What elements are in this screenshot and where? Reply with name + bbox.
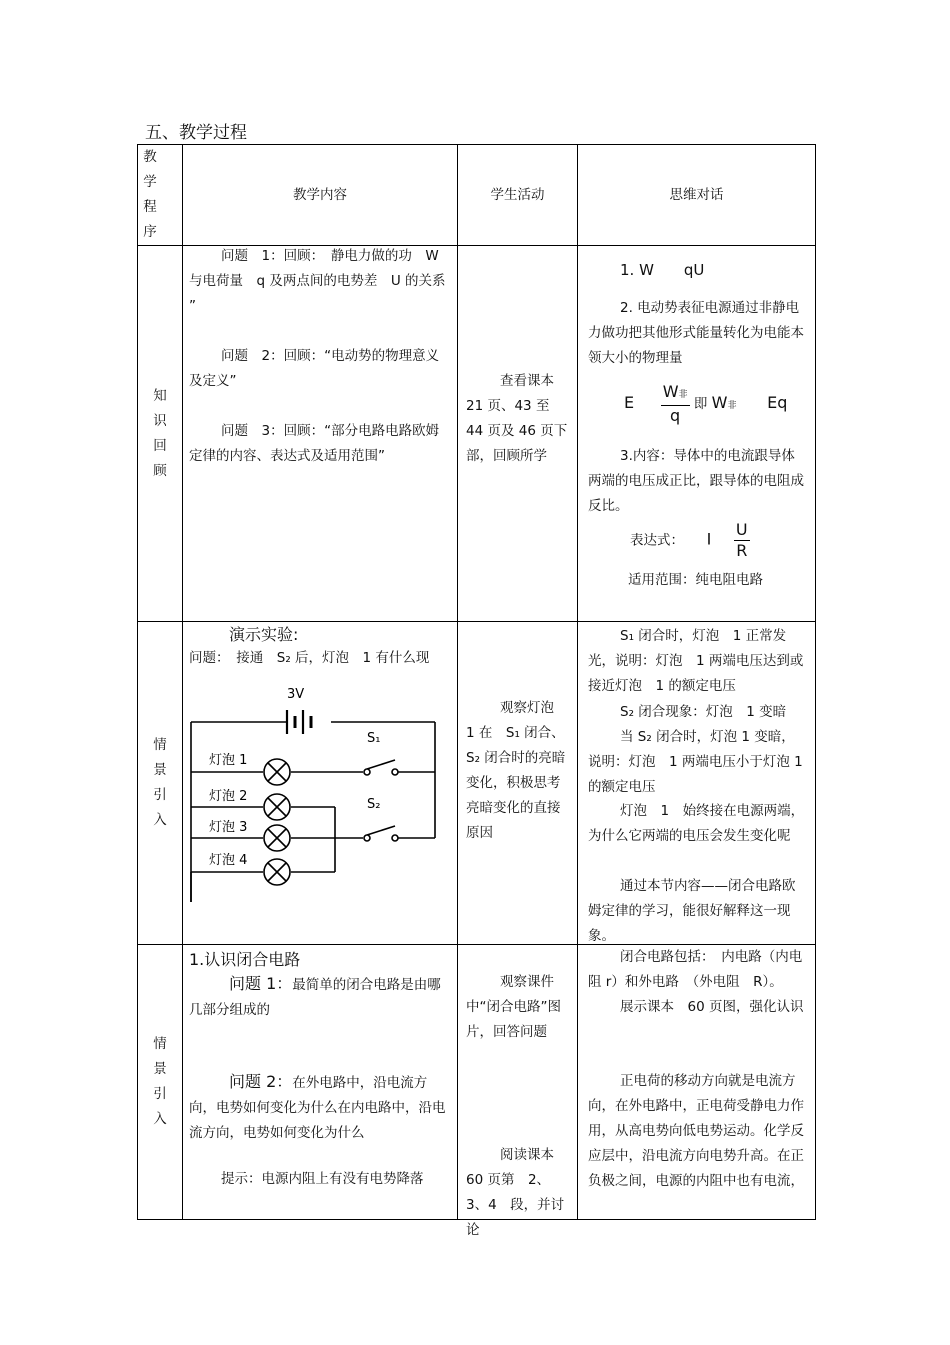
review-activity-cell <box>458 246 578 622</box>
demo-content-cell <box>183 622 458 945</box>
switch-1-contact-left <box>364 769 370 775</box>
demo-stage-label: 情景引入 <box>153 737 167 828</box>
emf-fraction-den: q <box>670 406 681 425</box>
switch-1-label: S₁ <box>367 731 381 746</box>
circuit-diagram <box>183 680 455 890</box>
bulb-1-label: 灯泡 1 <box>209 753 248 768</box>
bulb-3-label: 灯泡 3 <box>209 820 248 835</box>
battery-label: 3V <box>287 687 305 702</box>
emf-formula <box>624 382 787 426</box>
ohm-label: 表达式： <box>630 532 684 549</box>
emf-mid: 即 <box>693 396 708 412</box>
header-program <box>138 145 183 246</box>
header-dialogue-label: 思维对话 <box>669 186 724 203</box>
bulb-4-icon <box>264 859 290 885</box>
emf-fraction-num-sub: 非 <box>678 390 688 400</box>
ohm-fraction <box>734 520 750 561</box>
demo-title: 演示实验: <box>229 625 299 644</box>
ohm-I: I <box>706 529 712 549</box>
emf-fraction <box>661 382 690 426</box>
review-row <box>138 246 816 622</box>
demo-dialogue-2: S₂ 闭合现象：灯泡 1 变暗 <box>620 704 787 720</box>
closed-question-1-label: 问题 1： <box>229 974 293 993</box>
ohm-scope: 适用范围：纯电阻电路 <box>628 572 763 588</box>
switch-1-contact-right <box>392 769 398 775</box>
header-dialogue <box>578 145 816 246</box>
header-row <box>138 145 816 246</box>
closed-question-1-text: 最简单的闭合电路是由哪几部分组成的 <box>189 977 441 1018</box>
review-stage-label: 知识回顾 <box>153 387 167 479</box>
ohm-fraction-den: R <box>736 541 748 560</box>
demo-question: 问题： 接通 S₂ 后，灯泡 1 有什么现 <box>189 650 430 666</box>
demo-row <box>138 622 816 945</box>
bulb-4-label: 灯泡 4 <box>209 853 248 868</box>
bulb-2-icon <box>264 794 290 820</box>
closed-content-cell <box>183 945 458 1220</box>
demo-dialogue-4: 灯泡 1 始终接在电源两端，为什么它两端的电压会发生变化呢 <box>588 803 805 844</box>
closed-activity-1: 观察课件中“闭合电路”图片，回答问题 <box>466 974 561 1040</box>
closed-title: 1.认识闭合电路 <box>189 950 301 969</box>
emf-Eq: Eq <box>767 393 788 412</box>
demo-dialogue-5: 通过本节内容——闭合电路欧姆定律的学习，能很好解释这一现象。 <box>588 878 796 944</box>
ohm-formula <box>630 520 750 561</box>
demo-dialogue-cell <box>578 622 816 945</box>
demo-activity-text: 观察灯泡 1 在 S₁ 闭合、S₂ 闭合时的亮暗变化，积极思考亮暗变化的直接原因 <box>466 700 568 841</box>
teaching-process-table <box>137 144 816 1238</box>
review-stage-cell <box>138 246 183 622</box>
emf-fraction-num: W <box>662 382 679 401</box>
header-content <box>183 145 458 246</box>
demo-dialogue-3: 当 S₂ 闭合时，灯泡 1 变暗，说明：灯泡 1 两端电压小于灯泡 1 的额定电压 <box>588 729 803 795</box>
closed-stage-label: 情景引入 <box>153 1036 167 1127</box>
emf-W-sub: 非 <box>727 401 737 411</box>
review-dialogue-2: 2. 电动势表征电源通过非静电力做功把其他形式能量转化为电能本领大小的物理量 <box>588 300 804 366</box>
demo-stage-cell <box>138 622 183 945</box>
emf-W: W <box>711 393 728 412</box>
emf-E: E <box>624 393 635 412</box>
switch-2-contact-left <box>364 835 370 841</box>
closed-dialogue-1: 闭合电路包括： 内电路（内电阻 r）和外电路 （外电阻 R）。 <box>588 949 803 990</box>
demo-activity-cell <box>458 622 578 945</box>
demo-dialogue-1: S₁ 闭合时，灯泡 1 正常发光，说明：灯泡 1 两端电压达到或接近灯泡 1 的额定电压 <box>588 628 804 694</box>
closed-stage-cell <box>138 945 183 1220</box>
switch-2-contact-right <box>392 835 398 841</box>
closed-dialogue-cell <box>578 945 816 1220</box>
review-dialogue-cell <box>578 246 816 622</box>
closed-activity-cell <box>458 945 578 1238</box>
header-content-label: 教学内容 <box>293 186 347 203</box>
review-content-cell <box>183 246 458 622</box>
closed-dialogue-3: 正电荷的移动方向就是电流方向，在外电路中，正电荷受静电力作用，从高电势向低电势运动。化学反应层中，沿电流方向电势升高。在正负极之间，电源的内阻中也有电流， <box>588 1073 804 1189</box>
closed-activity-2: 阅读课本 60 页第 2、3、4 段，并讨论 <box>466 1147 568 1238</box>
review-question-1: 问题 1：回顾： 静电力做的功 W 与电荷量 q 及两点间的电势差 U 的关系 ” <box>189 248 446 314</box>
switch-2-label: S₂ <box>367 797 381 812</box>
review-dialogue-1: 1. W qU <box>620 261 705 279</box>
bulb-3-icon <box>264 825 290 851</box>
header-activity <box>458 145 578 246</box>
closed-question-2-text: 在外电路中，沿电流方向，电势如何变化为什么在内电路中，沿电流方向，电势如何变化为什么 <box>189 1075 446 1141</box>
ohm-fraction-num: U <box>735 520 748 539</box>
bulb-2-label: 灯泡 2 <box>209 789 248 804</box>
review-question-2: 问题 2：回顾：“电动势的物理意义及定义” <box>189 348 440 389</box>
review-dialogue-3: 3.内容：导体中的电流跟导体两端的电压成正比，跟导体的电阻成反比。 <box>588 448 804 514</box>
closed-question-1 <box>189 971 451 1023</box>
closed-question-2 <box>189 1069 451 1146</box>
review-activity-text: 查看课本 21 页、43 至 44 页及 46 页下部，回顾所学 <box>466 373 568 464</box>
closed-dialogue-2: 展示课本 60 页图，强化认识 <box>620 999 804 1015</box>
bulb-1-icon <box>264 759 290 785</box>
section-heading: 五、教学过程 <box>145 123 247 143</box>
header-activity-label: 学生活动 <box>490 186 545 203</box>
closed-circuit-row <box>138 945 816 1220</box>
header-program-label: 教学程序 <box>143 149 157 240</box>
closed-hint: 提示：电源内阻上有没有电势降落 <box>221 1171 424 1187</box>
closed-question-2-label: 问题 2： <box>229 1072 293 1091</box>
review-question-3: 问题 3：回顾：“部分电路电路欧姆定律的内容、表达式及适用范围” <box>189 423 440 464</box>
